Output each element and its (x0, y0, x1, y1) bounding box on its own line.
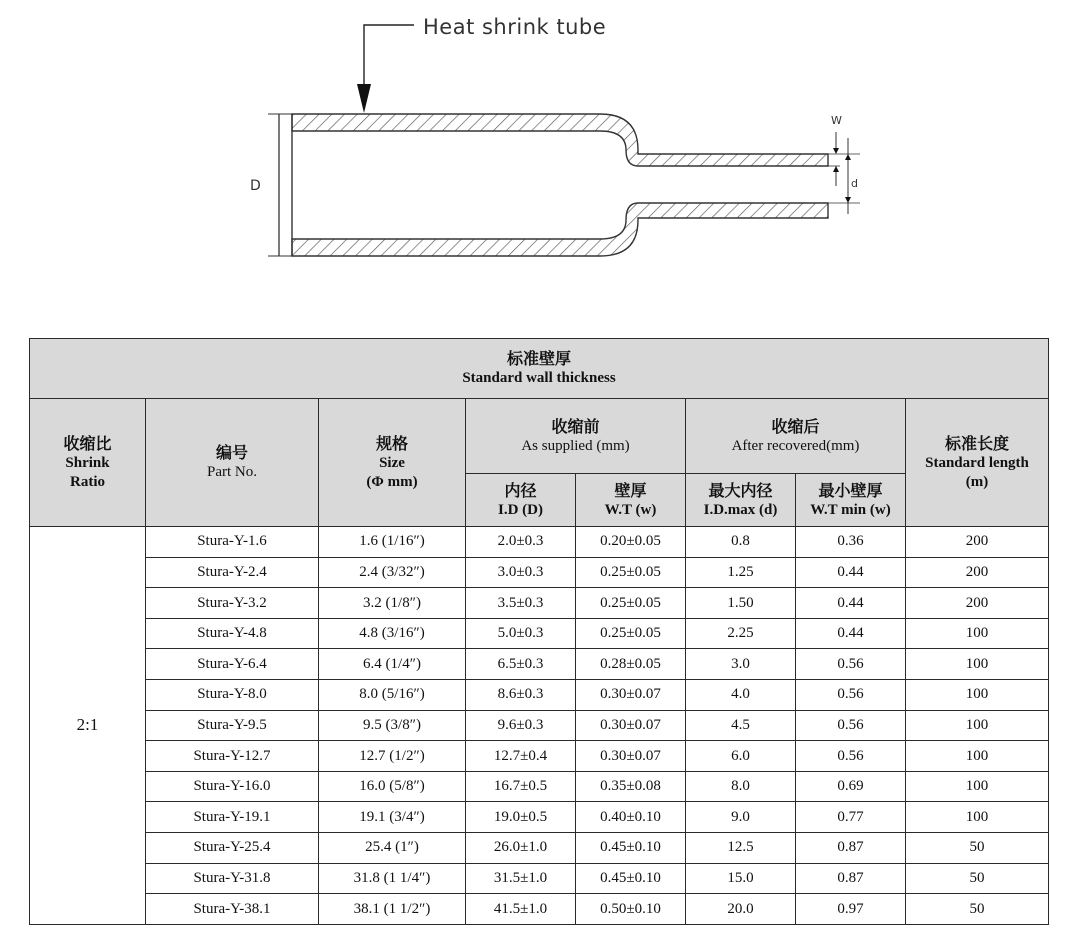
callout-arrowhead (357, 84, 371, 113)
cell-wt: 0.20±0.05 (576, 527, 686, 558)
spec-table (29, 338, 1049, 925)
cell-part: Stura-Y-31.8 (146, 863, 319, 894)
cell-wtmin: 0.77 (796, 802, 906, 833)
cell-wt: 0.45±0.10 (576, 833, 686, 864)
tube-top-wall (292, 114, 828, 166)
cell-idmax: 2.25 (686, 618, 796, 649)
table-body (30, 527, 1049, 925)
cell-id: 41.5±1.0 (466, 894, 576, 925)
cell-part: Stura-Y-16.0 (146, 771, 319, 802)
cell-id: 5.0±0.3 (466, 618, 576, 649)
cell-length: 50 (906, 833, 1049, 864)
cell-size: 3.2 (1/8″) (319, 588, 466, 619)
cell-wt: 0.45±0.10 (576, 863, 686, 894)
cell-id: 12.7±0.4 (466, 741, 576, 772)
cell-length: 200 (906, 527, 1049, 558)
cell-wtmin: 0.97 (796, 894, 906, 925)
cell-size: 9.5 (3/8″) (319, 710, 466, 741)
header-shrink-ratio: 收缩比 Shrink Ratio (30, 399, 146, 527)
cell-idmax: 3.0 (686, 649, 796, 680)
cell-idmax: 15.0 (686, 863, 796, 894)
cell-id: 2.0±0.3 (466, 527, 576, 558)
cell-wtmin: 0.87 (796, 863, 906, 894)
cell-part: Stura-Y-3.2 (146, 588, 319, 619)
cell-size: 19.1 (3/4″) (319, 802, 466, 833)
cell-wtmin: 0.56 (796, 741, 906, 772)
cell-part: Stura-Y-25.4 (146, 833, 319, 864)
dimension-D-label: D (250, 178, 261, 194)
cell-idmax: 1.25 (686, 557, 796, 588)
cell-idmax: 6.0 (686, 741, 796, 772)
cell-id: 6.5±0.3 (466, 649, 576, 680)
cell-id: 3.0±0.3 (466, 557, 576, 588)
table-row (30, 741, 1049, 772)
cell-wtmin: 0.69 (796, 771, 906, 802)
cell-part: Stura-Y-12.7 (146, 741, 319, 772)
cell-part: Stura-Y-2.4 (146, 557, 319, 588)
cell-length: 100 (906, 649, 1049, 680)
table-row (30, 618, 1049, 649)
header-standard-length: 标准长度 Standard length (m) (906, 399, 1049, 527)
cell-part: Stura-Y-6.4 (146, 649, 319, 680)
cell-size: 38.1 (1 1/2″) (319, 894, 466, 925)
cell-id: 16.7±0.5 (466, 771, 576, 802)
cell-idmax: 4.5 (686, 710, 796, 741)
table-row (30, 894, 1049, 925)
table-row (30, 588, 1049, 619)
cell-size: 25.4 (1″) (319, 833, 466, 864)
cell-wt: 0.35±0.08 (576, 771, 686, 802)
cell-wtmin: 0.56 (796, 680, 906, 711)
cell-wtmin: 0.36 (796, 527, 906, 558)
cell-length: 200 (906, 588, 1049, 619)
cell-wt: 0.28±0.05 (576, 649, 686, 680)
cell-wt: 0.30±0.07 (576, 710, 686, 741)
cell-wt: 0.30±0.07 (576, 680, 686, 711)
cell-length: 100 (906, 618, 1049, 649)
cell-wtmin: 0.44 (796, 618, 906, 649)
table-row (30, 771, 1049, 802)
cell-wt: 0.50±0.10 (576, 894, 686, 925)
cell-size: 8.0 (5/16″) (319, 680, 466, 711)
cell-wt: 0.25±0.05 (576, 557, 686, 588)
header-id-max: 最大内径 I.D.max (d) (686, 474, 796, 527)
cell-wt: 0.25±0.05 (576, 588, 686, 619)
cell-size: 31.8 (1 1/4″) (319, 863, 466, 894)
cell-id: 26.0±1.0 (466, 833, 576, 864)
tube-bottom-wall (292, 203, 828, 256)
cell-wtmin: 0.44 (796, 557, 906, 588)
table-row (30, 527, 1049, 558)
table-title: 标准壁厚 Standard wall thickness (30, 339, 1049, 399)
cell-wtmin: 0.56 (796, 710, 906, 741)
table-row (30, 863, 1049, 894)
cell-idmax: 9.0 (686, 802, 796, 833)
cell-length: 100 (906, 771, 1049, 802)
cell-length: 200 (906, 557, 1049, 588)
cell-id: 31.5±1.0 (466, 863, 576, 894)
header-wt-min: 最小壁厚 W.T min (w) (796, 474, 906, 527)
cell-part: Stura-Y-1.6 (146, 527, 319, 558)
cell-size: 2.4 (3/32″) (319, 557, 466, 588)
callout-label: Heat shrink tube (423, 15, 607, 39)
cell-idmax: 8.0 (686, 771, 796, 802)
cell-wt: 0.25±0.05 (576, 618, 686, 649)
table-row (30, 802, 1049, 833)
cell-wtmin: 0.87 (796, 833, 906, 864)
cell-id: 3.5±0.3 (466, 588, 576, 619)
shrink-ratio-value: 2:1 (30, 527, 146, 925)
cell-idmax: 12.5 (686, 833, 796, 864)
cell-id: 8.6±0.3 (466, 680, 576, 711)
cell-idmax: 1.50 (686, 588, 796, 619)
cell-size: 16.0 (5/8″) (319, 771, 466, 802)
table-row (30, 710, 1049, 741)
cell-part: Stura-Y-9.5 (146, 710, 319, 741)
cell-wt: 0.30±0.07 (576, 741, 686, 772)
cell-part: Stura-Y-8.0 (146, 680, 319, 711)
header-part-no: 编号 Part No. (146, 399, 319, 527)
cell-part: Stura-Y-4.8 (146, 618, 319, 649)
cell-idmax: 4.0 (686, 680, 796, 711)
header-after-recovered: 收缩后 After recovered(mm) (686, 399, 906, 474)
dimension-d-label: d (851, 177, 858, 190)
heat-shrink-tube-diagram (0, 0, 1068, 300)
cell-size: 4.8 (3/16″) (319, 618, 466, 649)
dimension-w-label: W (831, 114, 842, 127)
table-row (30, 833, 1049, 864)
cell-part: Stura-Y-19.1 (146, 802, 319, 833)
cell-idmax: 0.8 (686, 527, 796, 558)
cell-size: 12.7 (1/2″) (319, 741, 466, 772)
callout-leader-line (364, 25, 414, 90)
cell-wtmin: 0.44 (796, 588, 906, 619)
table-row (30, 649, 1049, 680)
header-wt: 壁厚 W.T (w) (576, 474, 686, 527)
cell-idmax: 20.0 (686, 894, 796, 925)
header-as-supplied: 收缩前 As supplied (mm) (466, 399, 686, 474)
table-row (30, 680, 1049, 711)
cell-size: 1.6 (1/16″) (319, 527, 466, 558)
header-id: 内径 I.D (D) (466, 474, 576, 527)
header-size: 规格 Size (Φ mm) (319, 399, 466, 527)
cell-size: 6.4 (1/4″) (319, 649, 466, 680)
cell-id: 9.6±0.3 (466, 710, 576, 741)
cell-length: 50 (906, 863, 1049, 894)
cell-wt: 0.40±0.10 (576, 802, 686, 833)
cell-wtmin: 0.56 (796, 649, 906, 680)
cell-part: Stura-Y-38.1 (146, 894, 319, 925)
cell-length: 100 (906, 680, 1049, 711)
cell-length: 100 (906, 710, 1049, 741)
table-row (30, 557, 1049, 588)
cell-length: 100 (906, 802, 1049, 833)
cell-id: 19.0±0.5 (466, 802, 576, 833)
cell-length: 50 (906, 894, 1049, 925)
cell-length: 100 (906, 741, 1049, 772)
